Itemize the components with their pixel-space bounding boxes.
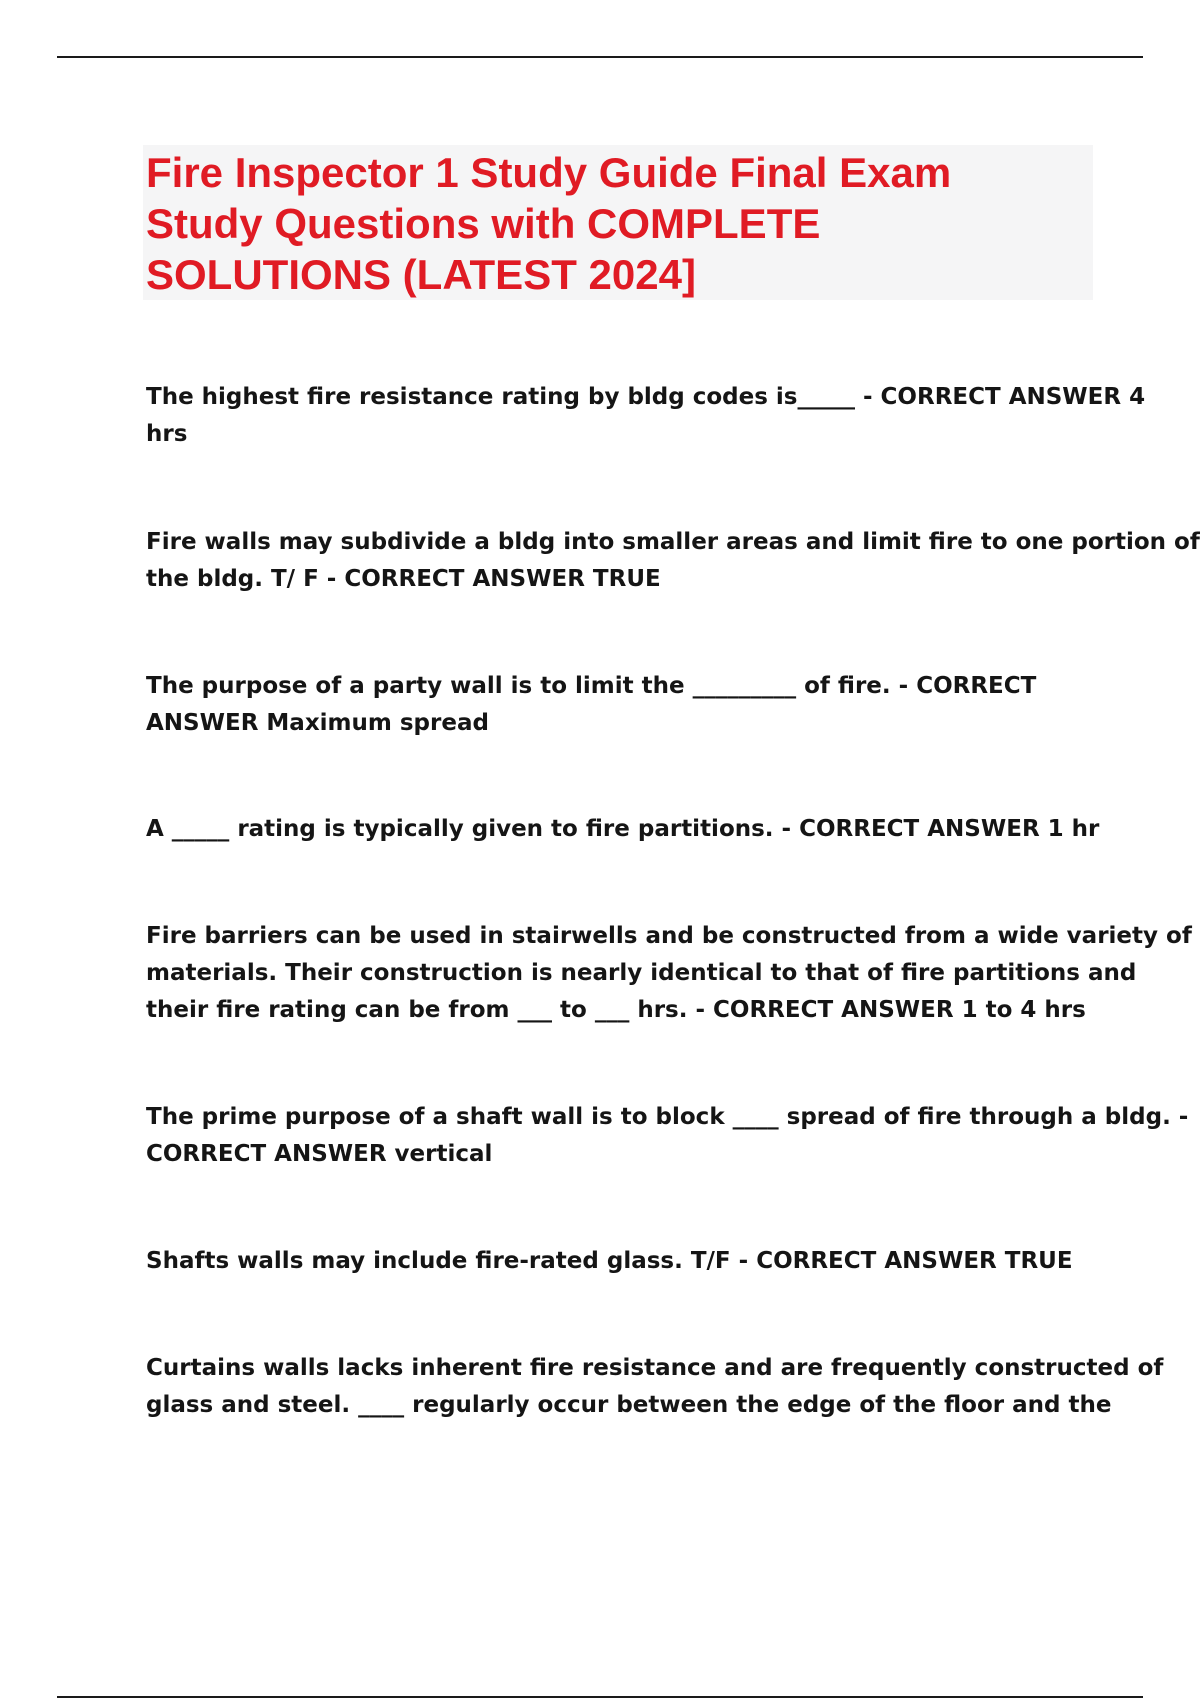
- header-rule: [57, 56, 1143, 58]
- question-line: A _____ rating is typically given to fire partitions. - CORRECT ANSWER 1 hr: [146, 816, 1100, 842]
- title-line: Fire Inspector 1 Study Guide Final Exam: [146, 149, 952, 196]
- question-line: The prime purpose of a shaft wall is to block ____ spread of fire through a bldg. -: [146, 1104, 1189, 1130]
- title-line: Study Questions with COMPLETE: [146, 200, 821, 247]
- document-title: [146, 147, 1086, 300]
- question-line: Curtains walls lacks inherent fire resistance and are frequently constructed of: [146, 1355, 1164, 1381]
- question-block: [146, 668, 1096, 742]
- question-block: [146, 918, 1192, 1029]
- question-block: [146, 524, 1200, 598]
- question-block: [146, 1243, 1096, 1280]
- question-line: Fire barriers can be used in stairwells and be constructed from a wide variety of: [146, 923, 1192, 949]
- question-block: [146, 1350, 1164, 1424]
- question-line: materials. Their construction is nearly identical to that of fire partitions and: [146, 960, 1137, 986]
- title-line: SOLUTIONS (LATEST 2024]: [146, 251, 696, 298]
- question-line: the bldg. T/ F - CORRECT ANSWER TRUE: [146, 566, 661, 592]
- question-line: ANSWER Maximum spread: [146, 710, 489, 736]
- question-line: Fire walls may subdivide a bldg into smaller areas and limit fire to one portion of: [146, 529, 1200, 555]
- question-line: The highest fire resistance rating by bldg codes is_____ - CORRECT ANSWER 4: [146, 384, 1146, 410]
- question-line: Shafts walls may include fire-rated glass. T/F - CORRECT ANSWER TRUE: [146, 1248, 1073, 1274]
- question-block: [146, 379, 1146, 453]
- question-block: [146, 811, 1100, 848]
- question-line: their fire rating can be from ___ to ___ hrs. - CORRECT ANSWER 1 to 4 hrs: [146, 997, 1086, 1023]
- question-line: glass and steel. ____ regularly occur between the edge of the floor and the: [146, 1392, 1112, 1418]
- footer-rule: [57, 1696, 1143, 1698]
- question-line: hrs: [146, 421, 188, 447]
- question-line: CORRECT ANSWER vertical: [146, 1141, 493, 1167]
- question-line: The purpose of a party wall is to limit the _________ of fire. - CORRECT: [146, 673, 1037, 699]
- question-block: [146, 1099, 1189, 1173]
